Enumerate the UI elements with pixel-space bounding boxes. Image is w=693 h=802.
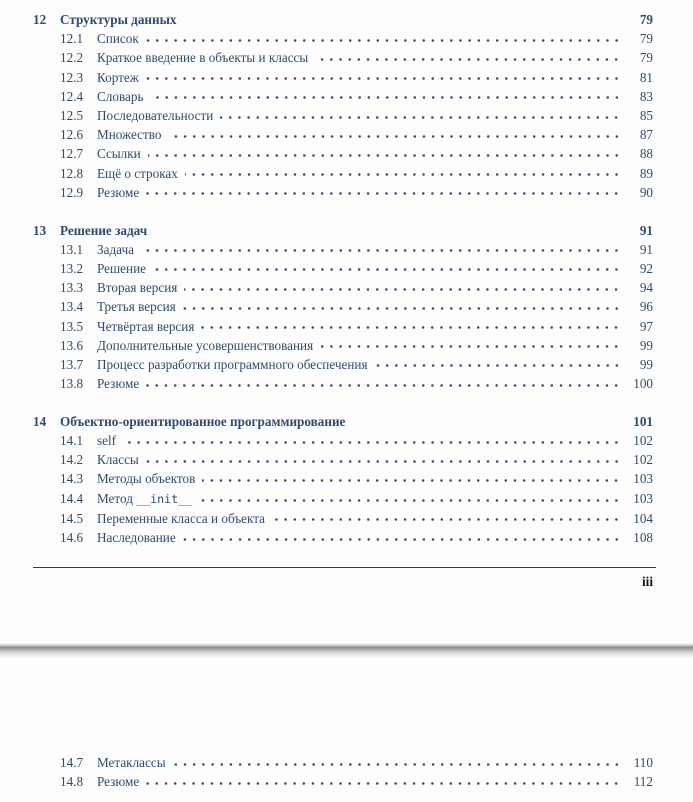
toc-chapter-block xyxy=(33,10,653,202)
table-of-contents-continued xyxy=(33,753,653,791)
toc-section-row[interactable] xyxy=(33,240,653,259)
section-title xyxy=(97,317,194,336)
chapter-page-number: 79 xyxy=(639,12,653,27)
section-title-text: self xyxy=(97,433,117,449)
chapter-number: 12 xyxy=(33,12,47,27)
section-title xyxy=(97,183,139,202)
section-page-number: 90 xyxy=(639,184,653,200)
toc-section-row[interactable] xyxy=(33,469,653,488)
section-number: 12.8 xyxy=(60,165,84,181)
section-number: 13.2 xyxy=(60,260,84,276)
section-title xyxy=(97,48,308,67)
section-number: 14.8 xyxy=(60,774,84,790)
section-title-text: Дополнительные усовершенствования xyxy=(97,337,314,353)
toc-section-row[interactable] xyxy=(33,509,653,528)
section-title xyxy=(97,106,213,125)
section-number: 13.7 xyxy=(60,356,84,372)
section-page-number: 89 xyxy=(639,165,653,181)
section-page-number: 96 xyxy=(639,299,653,315)
toc-section-row[interactable] xyxy=(33,183,653,202)
chapter-page-number: 91 xyxy=(639,222,653,238)
section-title xyxy=(97,469,195,488)
dot-leader xyxy=(153,259,623,278)
section-page-number: 88 xyxy=(639,146,653,162)
section-title-text: Наследование xyxy=(97,530,176,546)
toc-section-row[interactable] xyxy=(33,489,653,509)
table-of-contents xyxy=(33,10,653,547)
section-title xyxy=(97,753,166,772)
section-title xyxy=(97,87,144,106)
section-title-text: Множество xyxy=(97,127,162,143)
section-page-number: 87 xyxy=(639,127,653,143)
section-page-number: 99 xyxy=(639,337,653,353)
section-page-number: 83 xyxy=(639,88,653,104)
toc-section-row[interactable] xyxy=(33,374,653,393)
toc-section-row[interactable] xyxy=(33,144,653,163)
section-page-number: 79 xyxy=(639,31,653,47)
toc-section-row[interactable] xyxy=(33,106,653,125)
section-page-number: 102 xyxy=(633,433,653,449)
section-page-number: 104 xyxy=(633,510,653,526)
section-page-number: 81 xyxy=(639,69,653,85)
section-number: 12.6 xyxy=(60,127,84,143)
section-title xyxy=(97,29,139,48)
dot-leader xyxy=(185,164,623,183)
dot-leader xyxy=(146,450,623,469)
chapter-page-number: 101 xyxy=(633,413,653,429)
section-number: 12.3 xyxy=(60,69,84,85)
section-title xyxy=(97,509,265,528)
section-page-number: 102 xyxy=(633,452,653,468)
section-page-number: 103 xyxy=(633,471,653,487)
section-title-text: Метод xyxy=(97,490,137,506)
section-number: 14.3 xyxy=(60,471,84,487)
section-title-text: Вторая версия xyxy=(97,280,178,296)
toc-section-row[interactable] xyxy=(33,164,653,183)
toc-section-row[interactable] xyxy=(33,336,653,355)
section-number: 14.1 xyxy=(60,433,84,449)
section-title xyxy=(97,374,139,393)
section-title-text: Третья версия xyxy=(97,299,176,315)
section-title-text: Переменные класса и объекта xyxy=(97,510,266,526)
toc-section-row[interactable] xyxy=(33,431,653,450)
section-title-text: Процесс разработки программного обеспечения xyxy=(97,356,368,372)
section-title-text: Четвёртая версия xyxy=(97,318,195,334)
section-title-text: Решение xyxy=(97,260,146,276)
toc-section-row[interactable] xyxy=(33,528,653,547)
section-title xyxy=(97,528,176,547)
page-gap-separator xyxy=(0,643,693,659)
section-number: 13.5 xyxy=(60,318,84,334)
dot-leader xyxy=(315,48,623,67)
section-number: 12.1 xyxy=(60,31,84,47)
dot-leader xyxy=(146,29,623,48)
section-number: 13.3 xyxy=(60,280,84,296)
toc-chapter-row[interactable] xyxy=(33,10,653,29)
section-number: 12.7 xyxy=(60,146,84,162)
section-title-text: Методы объектов xyxy=(97,471,196,487)
dot-leader xyxy=(272,509,623,528)
dot-leader xyxy=(148,144,623,163)
section-title xyxy=(97,259,146,278)
section-title-text: Последовательности xyxy=(97,108,214,124)
toc-section-row[interactable] xyxy=(33,278,653,297)
chapter-number: 13 xyxy=(33,222,47,238)
section-number: 12.9 xyxy=(60,184,84,200)
section-title-text: Ссылки xyxy=(97,146,141,162)
section-title xyxy=(97,164,178,183)
toc-section-row[interactable] xyxy=(33,355,653,374)
section-title-text: Метаклассы xyxy=(97,755,166,770)
section-title-text: Краткое введение в объекты и классы xyxy=(97,50,309,66)
section-number: 13.4 xyxy=(60,299,84,315)
section-title xyxy=(97,431,116,450)
dot-leader xyxy=(184,278,623,297)
section-title xyxy=(97,144,141,163)
section-page-number: 92 xyxy=(639,260,653,276)
toc-chapter-row[interactable] xyxy=(33,412,653,431)
section-title-text: Словарь xyxy=(97,88,144,104)
section-title xyxy=(97,68,139,87)
section-number: 14.2 xyxy=(60,452,84,468)
section-title-text: Резюме xyxy=(97,774,140,790)
section-title-text: Кортеж xyxy=(97,69,139,85)
dot-leader xyxy=(201,317,623,336)
dot-leader xyxy=(146,772,623,791)
section-title xyxy=(97,355,368,374)
section-number: 14.6 xyxy=(60,530,84,546)
toc-section-row[interactable] xyxy=(33,68,653,87)
section-title xyxy=(97,125,162,144)
section-page-number: 112 xyxy=(633,774,653,790)
section-number: 13.6 xyxy=(60,337,84,353)
section-title xyxy=(97,278,177,297)
dot-leader xyxy=(151,87,624,106)
toc-section-row[interactable] xyxy=(33,259,653,278)
dot-leader xyxy=(183,528,623,547)
section-title-text: Классы xyxy=(97,452,139,468)
toc-chapter-block xyxy=(33,412,653,547)
section-page-number: 99 xyxy=(639,356,653,372)
pdf-page-next xyxy=(0,659,693,802)
toc-section-row[interactable] xyxy=(33,772,653,791)
toc-section-row[interactable] xyxy=(33,29,653,48)
section-page-number: 110 xyxy=(633,755,653,770)
dot-leader xyxy=(183,297,623,316)
section-title-code: __init__ xyxy=(136,491,193,506)
section-title xyxy=(97,336,313,355)
dot-leader xyxy=(320,336,623,355)
toc-chapter-block xyxy=(33,221,653,394)
dot-leader xyxy=(141,240,623,259)
toc-section-row[interactable] xyxy=(33,125,653,144)
toc-section-row[interactable] xyxy=(33,87,653,106)
footer-rule xyxy=(33,567,656,568)
dot-leader xyxy=(146,68,623,87)
folio-page-number: iii xyxy=(642,574,653,589)
section-number: 12.4 xyxy=(60,88,84,104)
section-title-text: Ещё о строках xyxy=(97,165,178,181)
toc-section-row[interactable] xyxy=(33,450,653,469)
dot-leader xyxy=(123,431,623,450)
section-number: 14.5 xyxy=(60,510,84,526)
section-title xyxy=(97,450,139,469)
section-page-number: 94 xyxy=(639,280,653,296)
section-page-number: 91 xyxy=(639,241,653,257)
section-number: 13.8 xyxy=(60,376,84,392)
section-title-text: Резюме xyxy=(97,184,140,200)
toc-section-row[interactable] xyxy=(33,297,653,316)
section-page-number: 85 xyxy=(639,108,653,124)
chapter-title: Объектно-ориентированное программирование xyxy=(60,413,346,429)
section-page-number: 100 xyxy=(633,376,653,392)
section-number: 13.1 xyxy=(60,241,84,257)
section-title xyxy=(97,240,134,259)
section-title xyxy=(97,297,176,316)
toc-section-row[interactable] xyxy=(33,48,653,67)
section-number: 12.5 xyxy=(60,108,84,124)
dot-leader xyxy=(146,374,623,393)
section-title-text: Задача xyxy=(97,241,134,257)
section-number: 14.7 xyxy=(60,755,84,770)
dot-leader xyxy=(173,753,623,772)
section-title-text: Список xyxy=(97,31,139,47)
dot-leader xyxy=(202,469,623,488)
section-number: 12.2 xyxy=(60,50,84,66)
dot-leader xyxy=(375,355,623,374)
section-title xyxy=(97,489,192,509)
section-page-number: 108 xyxy=(633,530,653,546)
chapter-title: Структуры данных xyxy=(60,12,177,27)
section-title-text: Резюме xyxy=(97,376,140,392)
section-title xyxy=(97,772,139,791)
section-number: 14.4 xyxy=(60,490,84,506)
chapter-number: 14 xyxy=(33,413,47,429)
toc-chapter-row[interactable] xyxy=(33,221,653,240)
chapter-title: Решение задач xyxy=(60,222,148,238)
dot-leader xyxy=(199,489,623,509)
dot-leader xyxy=(220,106,623,125)
dot-leader xyxy=(146,183,623,202)
toc-section-row[interactable] xyxy=(33,753,653,772)
toc-section-row[interactable] xyxy=(33,317,653,336)
dot-leader xyxy=(169,125,623,144)
section-page-number: 79 xyxy=(639,50,653,66)
section-page-number: 103 xyxy=(633,490,653,506)
section-page-number: 97 xyxy=(639,318,653,334)
